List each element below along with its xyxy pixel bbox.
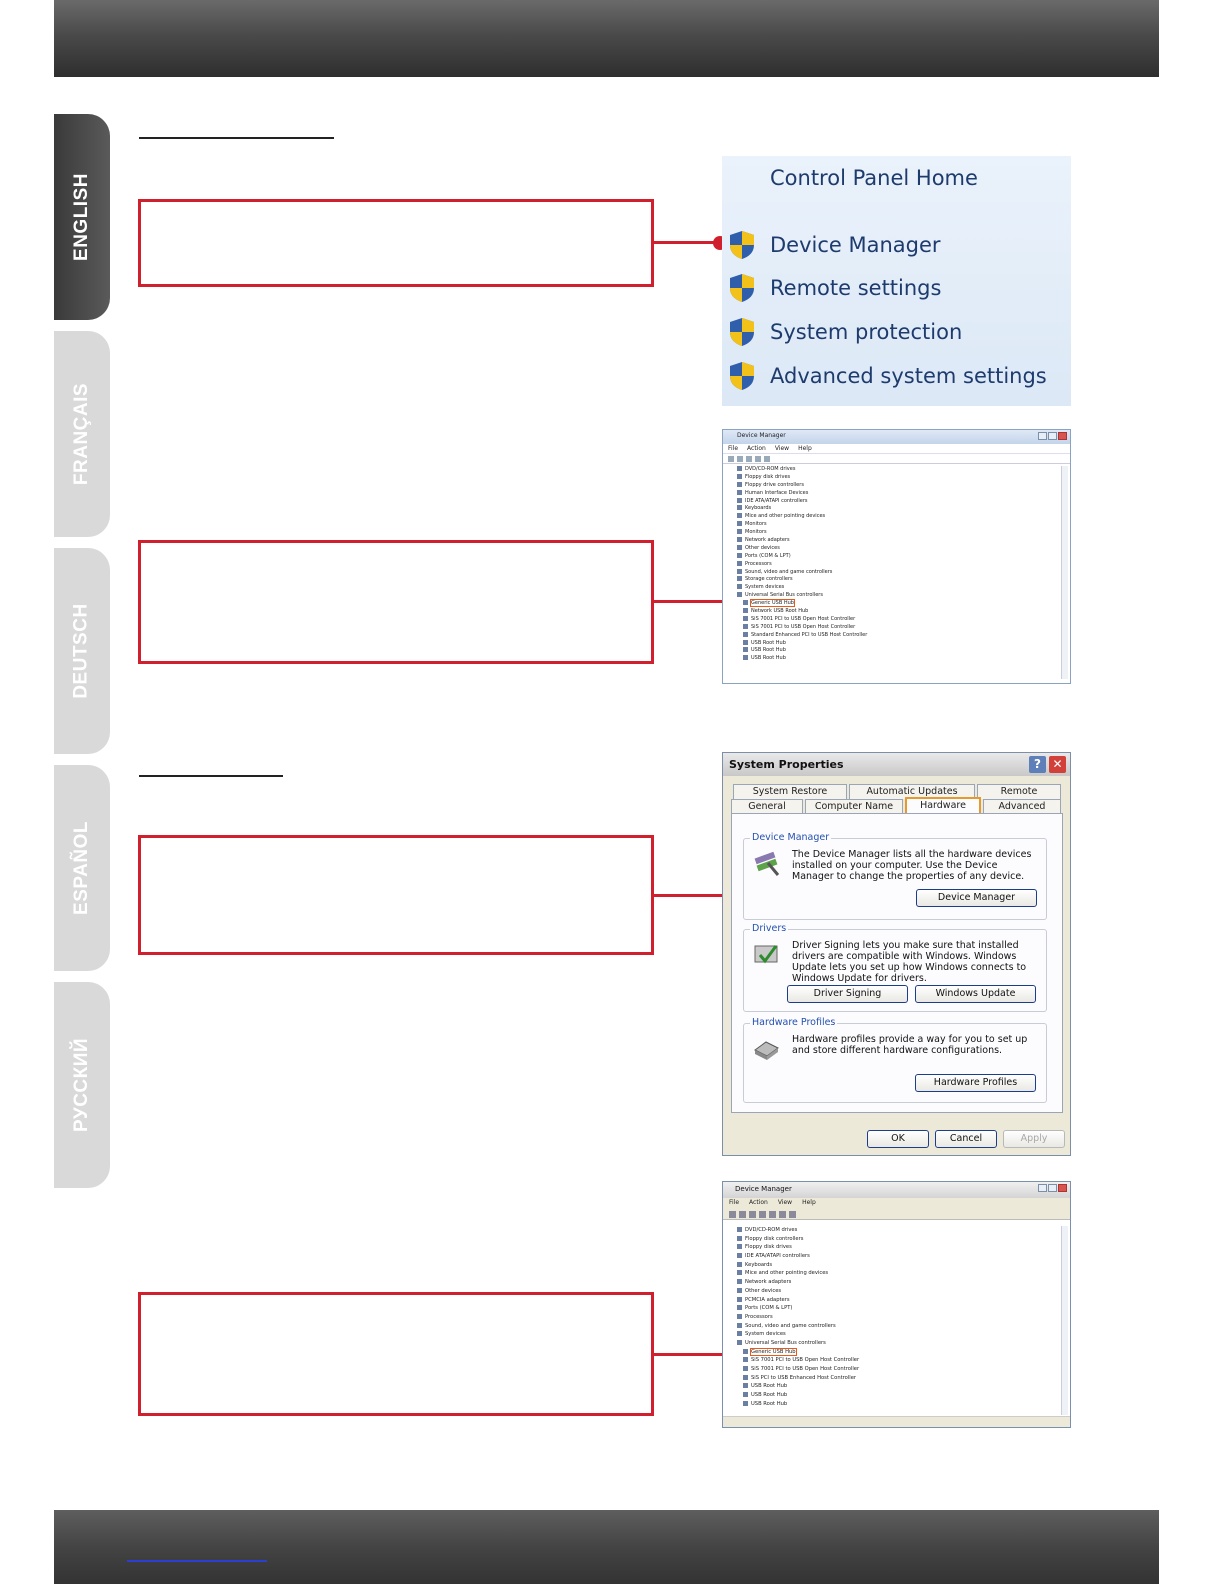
device-category-icon xyxy=(737,1279,742,1284)
tree-node-label: USB Root Hub xyxy=(751,1392,788,1399)
minimize-icon[interactable] xyxy=(1038,1184,1047,1192)
tree-node[interactable] xyxy=(727,1356,1060,1365)
hardware-profiles-group xyxy=(743,1017,1047,1103)
tree-node-label: PCMCIA adapters xyxy=(745,1296,790,1303)
tree-node-label: DVD/CD-ROM drives xyxy=(745,466,796,472)
tree-node-label: IDE ATA/ATAPI controllers xyxy=(745,497,808,504)
apply-button[interactable]: Apply xyxy=(1003,1130,1065,1148)
group-description: The Device Manager lists all the hardware devices installed on your computer. Use the Device Manager to change the properties of any device. xyxy=(792,849,1032,882)
usb-device-icon xyxy=(743,632,748,637)
tree-node[interactable] xyxy=(727,521,1060,529)
usb-device-icon xyxy=(743,624,748,629)
tree-node-label: SiS 7001 PCI to USB Open Host Controller xyxy=(751,1366,860,1372)
tree-node[interactable] xyxy=(727,1374,1060,1383)
tree-node-label: Mice and other pointing devices xyxy=(745,513,826,520)
help-icon[interactable] xyxy=(755,456,761,462)
vertical-scrollbar[interactable] xyxy=(1061,1226,1068,1415)
window-title: Device Manager xyxy=(735,1185,792,1193)
remote-settings-link[interactable] xyxy=(728,271,941,305)
tree-node-label: Sound, video and game controllers xyxy=(745,568,833,575)
tree-node[interactable] xyxy=(727,1269,1060,1278)
header-bar xyxy=(54,0,1159,77)
tree-node[interactable] xyxy=(727,537,1060,545)
tree-node-label: SiS 7001 PCI to USB Open Host Controller xyxy=(751,1357,860,1364)
tree-node-label: Storage controllers xyxy=(745,576,793,583)
tree-node-label: Monitors xyxy=(745,529,767,536)
usb-device-icon xyxy=(743,1349,748,1354)
vertical-scrollbar[interactable] xyxy=(1061,466,1068,679)
usb-device-icon xyxy=(743,640,748,645)
group-description: Hardware profiles provide a way for you to set up and store different hardware configurations. xyxy=(792,1034,1028,1056)
tree-node[interactable] xyxy=(727,640,1060,648)
menu-view[interactable]: View xyxy=(774,445,790,452)
properties-icon[interactable] xyxy=(749,1211,756,1218)
driver-signing-icon xyxy=(752,940,780,968)
tree-node[interactable] xyxy=(727,1400,1060,1409)
window-title: System Properties xyxy=(729,758,844,771)
tree-node-label: Monitors xyxy=(745,521,767,528)
tab-espanol[interactable] xyxy=(54,765,110,971)
tab-computer-name[interactable]: Computer Name xyxy=(805,799,903,814)
tab-system-restore[interactable]: System Restore xyxy=(733,784,847,799)
tree-node-label: Ports (COM & LPT) xyxy=(745,1305,793,1312)
usb-device-icon xyxy=(743,1357,748,1362)
close-icon[interactable] xyxy=(1058,1184,1067,1192)
tree-node-label: USB Root Hub xyxy=(751,639,786,646)
tree-node[interactable] xyxy=(727,1287,1060,1296)
tree-node-label: Network adapters xyxy=(745,537,790,544)
tab-automatic-updates[interactable]: Automatic Updates xyxy=(849,784,975,799)
menu-view[interactable]: View xyxy=(777,1199,793,1206)
uac-shield-icon xyxy=(728,230,756,260)
device-category-icon xyxy=(737,1244,742,1249)
tree-node[interactable] xyxy=(727,569,1060,577)
tree-node[interactable] xyxy=(727,632,1060,640)
tab-hardware[interactable]: Hardware xyxy=(905,797,981,814)
forward-icon[interactable] xyxy=(737,456,743,462)
tree-node-label: Universal Serial Bus controllers xyxy=(745,1339,826,1346)
tree-node-label: Floppy disk controllers xyxy=(745,1235,804,1242)
tree-node[interactable] xyxy=(727,513,1060,521)
tab-english[interactable] xyxy=(54,114,110,320)
device-manager-link[interactable] xyxy=(728,228,941,262)
group-description: Driver Signing lets you make sure that installed drivers are compatible with Windows. Windows Update lets you set up how Windows connects to Windows Update for drivers. xyxy=(792,940,1027,984)
device-category-icon xyxy=(737,1297,742,1302)
tree-node-label: System devices xyxy=(745,1331,786,1338)
device-category-icon xyxy=(737,505,742,510)
window-titlebar xyxy=(723,430,1070,444)
device-category-icon xyxy=(737,537,742,542)
driver-signing-button[interactable]: Driver Signing xyxy=(787,985,908,1003)
usb-device-icon xyxy=(743,1401,748,1406)
tree-node[interactable] xyxy=(727,584,1060,592)
windows-update-button[interactable]: Windows Update xyxy=(915,985,1036,1003)
tree-node[interactable] xyxy=(727,505,1060,513)
maximize-icon[interactable] xyxy=(1048,1184,1057,1192)
tree-node[interactable] xyxy=(727,1313,1060,1322)
tree-node[interactable] xyxy=(727,616,1060,624)
tree-node[interactable] xyxy=(727,498,1060,506)
tree-node[interactable] xyxy=(727,608,1060,616)
device-category-icon xyxy=(737,1323,742,1328)
system-protection-link[interactable] xyxy=(728,315,962,349)
menu-bar xyxy=(723,1198,1070,1208)
device-manager-group xyxy=(743,832,1047,920)
help-icon[interactable] xyxy=(779,1211,786,1218)
device-category-icon xyxy=(737,1305,742,1310)
tree-node[interactable] xyxy=(727,1322,1060,1331)
device-tree xyxy=(727,1226,1060,1415)
tree-node-label: Floppy disk drives xyxy=(745,1244,792,1251)
tree-node[interactable] xyxy=(727,1382,1060,1391)
usb-device-icon xyxy=(743,647,748,652)
footer-bar xyxy=(54,1510,1159,1584)
device-category-icon xyxy=(737,490,742,495)
tree-node-label: SiS 7001 PCI to USB Open Host Controller xyxy=(751,615,856,622)
close-icon[interactable] xyxy=(1058,432,1067,440)
tree-node-label: Other devices xyxy=(745,1287,782,1294)
device-category-icon xyxy=(737,1236,742,1241)
control-panel-home-link[interactable]: Control Panel Home xyxy=(770,166,978,190)
tree-node-label: Keyboards xyxy=(745,1261,773,1268)
drivers-group xyxy=(743,923,1047,1012)
tree-node[interactable] xyxy=(727,592,1060,600)
tree-node[interactable] xyxy=(727,466,1060,474)
tree-node-label: Mice and other pointing devices xyxy=(745,1270,829,1277)
toolbar xyxy=(723,454,1070,464)
back-icon[interactable] xyxy=(729,1211,736,1218)
scan-icon[interactable] xyxy=(789,1211,796,1218)
tree-node-label: Processors xyxy=(745,560,772,567)
footer-link-underline[interactable] xyxy=(127,1560,267,1562)
device-category-icon xyxy=(737,592,742,597)
window-title: Device Manager xyxy=(737,432,786,439)
tree-node[interactable] xyxy=(727,529,1060,537)
tree-node[interactable] xyxy=(727,1339,1060,1348)
device-category-icon xyxy=(737,584,742,589)
tree-node-label: Generic USB Hub xyxy=(751,1348,796,1355)
tree-node[interactable] xyxy=(727,1261,1060,1270)
link-label: System protection xyxy=(770,320,963,344)
tree-node[interactable] xyxy=(727,576,1060,584)
tree-node[interactable] xyxy=(727,1365,1060,1374)
properties-icon[interactable] xyxy=(746,456,752,462)
device-category-icon xyxy=(737,553,742,558)
connector-line-1 xyxy=(654,241,720,244)
tree-node-label: System devices xyxy=(745,584,785,591)
cancel-button[interactable]: Cancel xyxy=(935,1130,997,1148)
window-titlebar xyxy=(723,753,1070,776)
device-category-icon xyxy=(737,1227,742,1232)
uac-shield-icon xyxy=(728,273,756,303)
back-icon[interactable] xyxy=(728,456,734,462)
tree-node[interactable] xyxy=(727,647,1060,655)
tree-node-generic-usb-hub[interactable] xyxy=(727,600,1060,608)
tab-general[interactable]: General xyxy=(731,799,803,814)
scan-icon[interactable] xyxy=(764,456,770,462)
device-category-icon xyxy=(737,498,742,503)
tree-node-label: Sound, video and game controllers xyxy=(745,1322,836,1329)
tree-node[interactable] xyxy=(727,1304,1060,1313)
tree-node-label: USB Root Hub xyxy=(751,1383,788,1390)
uac-shield-icon xyxy=(728,317,756,347)
tree-node-label: Universal Serial Bus controllers xyxy=(745,592,823,599)
system-properties-screenshot xyxy=(722,752,1071,1156)
usb-device-icon xyxy=(743,616,748,621)
tree-node[interactable] xyxy=(727,474,1060,482)
control-panel-screenshot xyxy=(722,156,1071,406)
window-titlebar xyxy=(723,1182,1070,1198)
usb-device-icon xyxy=(743,1383,748,1388)
hardware-tab-panel xyxy=(731,813,1063,1113)
tree-node-label: Floppy disk drives xyxy=(745,473,791,480)
tree-node[interactable] xyxy=(727,1296,1060,1305)
tab-francais[interactable] xyxy=(54,331,110,537)
tree-node-label: Other devices xyxy=(745,544,780,551)
ok-button[interactable]: OK xyxy=(867,1130,929,1148)
uac-shield-icon xyxy=(728,361,756,391)
tree-node-label: Ports (COM & LPT) xyxy=(745,552,791,559)
device-category-icon xyxy=(737,474,742,479)
tree-node[interactable] xyxy=(727,624,1060,632)
device-category-icon xyxy=(737,1331,742,1336)
device-category-icon xyxy=(737,1253,742,1258)
device-category-icon xyxy=(737,1314,742,1319)
tree-node-label: Human Interface Devices xyxy=(745,489,809,496)
minimize-icon[interactable] xyxy=(1038,432,1047,440)
callout-box-4 xyxy=(138,1292,654,1416)
menu-action[interactable]: Action xyxy=(749,1199,768,1206)
tree-node[interactable] xyxy=(727,1226,1060,1235)
device-category-icon xyxy=(737,466,742,471)
tree-node-label: Floppy drive controllers xyxy=(745,481,804,488)
tree-node-label: USB Root Hub xyxy=(751,647,786,654)
tree-node-label: IDE ATA/ATAPI controllers xyxy=(745,1253,810,1260)
tree-node[interactable] xyxy=(727,1391,1060,1400)
device-manager-icon xyxy=(752,849,780,877)
tab-advanced[interactable]: Advanced xyxy=(983,799,1061,814)
section-heading-rule-1 xyxy=(139,137,334,139)
usb-device-icon xyxy=(743,608,748,613)
forward-icon[interactable] xyxy=(739,1211,746,1218)
usb-device-icon xyxy=(743,600,748,605)
tree-node-label: Keyboards xyxy=(745,505,772,512)
section-heading-rule-2 xyxy=(139,775,283,777)
device-category-icon xyxy=(737,513,742,518)
device-category-icon xyxy=(737,1288,742,1293)
device-category-icon xyxy=(737,1340,742,1345)
link-label: Remote settings xyxy=(770,276,942,300)
usb-device-icon xyxy=(743,1375,748,1380)
tree-node[interactable] xyxy=(727,1278,1060,1287)
device-category-icon xyxy=(737,545,742,550)
hardware-profiles-button[interactable]: Hardware Profiles xyxy=(915,1074,1036,1092)
tree-node-label: SiS 7001 PCI to USB Open Host Controller xyxy=(751,623,856,630)
device-tree xyxy=(727,466,1060,679)
tab-remote[interactable]: Remote xyxy=(977,784,1061,799)
callout-box-2 xyxy=(138,540,654,664)
device-category-icon xyxy=(737,482,742,487)
tree-node[interactable] xyxy=(727,561,1060,569)
toolbar xyxy=(723,1208,1070,1220)
callout-box-3 xyxy=(138,835,654,955)
tree-node[interactable] xyxy=(727,1243,1060,1252)
tree-node[interactable] xyxy=(727,545,1060,553)
tree-node-label: Standard Enhanced PCI to USB Host Controller xyxy=(751,631,868,638)
device-manager-vista-screenshot xyxy=(722,429,1071,684)
device-category-icon xyxy=(737,569,742,574)
tab-deutsch[interactable] xyxy=(54,548,110,754)
tree-node-label: Network adapters xyxy=(745,1279,792,1286)
tree-node-label: USB Root Hub xyxy=(751,655,786,662)
tree-node-label: Network USB Root Hub xyxy=(751,608,809,615)
device-category-icon xyxy=(737,521,742,526)
device-category-icon xyxy=(737,1270,742,1275)
menu-file[interactable]: File xyxy=(729,1199,740,1206)
window-controls xyxy=(1038,1184,1067,1192)
tree-node-label: DVD/CD-ROM drives xyxy=(745,1227,798,1233)
menu-action[interactable]: Action xyxy=(747,445,766,452)
advanced-system-settings-link[interactable] xyxy=(728,359,1047,393)
tree-node[interactable] xyxy=(727,1330,1060,1339)
menu-help[interactable]: Help xyxy=(802,1199,816,1206)
tab-label: ESPAÑOL xyxy=(71,821,92,915)
status-bar xyxy=(723,1416,1070,1427)
device-manager-xp-screenshot xyxy=(722,1181,1071,1428)
link-label: Device Manager xyxy=(770,233,941,257)
usb-device-icon xyxy=(743,655,748,660)
tab-russian[interactable] xyxy=(54,982,110,1188)
tree-node[interactable] xyxy=(727,1252,1060,1261)
maximize-icon[interactable] xyxy=(1048,432,1057,440)
tab-label: DEUTSCH xyxy=(71,603,92,699)
device-category-icon xyxy=(737,1262,742,1267)
group-label: Drivers xyxy=(752,923,787,934)
device-category-icon xyxy=(737,576,742,581)
tab-label: РУССКИЙ xyxy=(71,1037,92,1133)
help-icon[interactable]: ? xyxy=(1029,756,1046,773)
group-label: Hardware Profiles xyxy=(752,1017,836,1028)
window-controls xyxy=(1038,432,1067,440)
tree-node-label: USB Root Hub xyxy=(751,1400,788,1407)
close-icon[interactable]: ✕ xyxy=(1049,756,1066,773)
refresh-icon[interactable] xyxy=(769,1211,776,1218)
group-label: Device Manager xyxy=(752,832,830,843)
hardware-profiles-icon xyxy=(752,1034,780,1062)
tree-node-label: Generic USB Hub xyxy=(751,600,794,607)
usb-device-icon xyxy=(743,1392,748,1397)
device-category-icon xyxy=(737,529,742,534)
tree-node[interactable] xyxy=(727,655,1060,663)
tree-node[interactable] xyxy=(727,1235,1060,1244)
tree-node[interactable] xyxy=(727,490,1060,498)
tree-node-label: Processors xyxy=(745,1313,773,1320)
tab-label: ENGLISH xyxy=(71,173,93,261)
print-icon[interactable] xyxy=(759,1211,766,1218)
usb-device-icon xyxy=(743,1366,748,1371)
tree-node[interactable] xyxy=(727,553,1060,561)
device-category-icon xyxy=(737,561,742,566)
tab-label: FRANÇAIS xyxy=(71,382,93,486)
link-label: Advanced system settings xyxy=(770,364,1047,388)
menu-file[interactable]: File xyxy=(728,445,739,452)
tree-node[interactable] xyxy=(727,482,1060,490)
tree-node-generic-usb-hub[interactable] xyxy=(727,1348,1060,1357)
device-manager-button[interactable]: Device Manager xyxy=(916,889,1037,907)
tree-node-label: SiS PCI to USB Enhanced Host Controller xyxy=(751,1374,857,1381)
menu-help[interactable]: Help xyxy=(798,445,812,452)
menu-bar xyxy=(723,444,1070,454)
callout-box-1 xyxy=(138,199,654,287)
